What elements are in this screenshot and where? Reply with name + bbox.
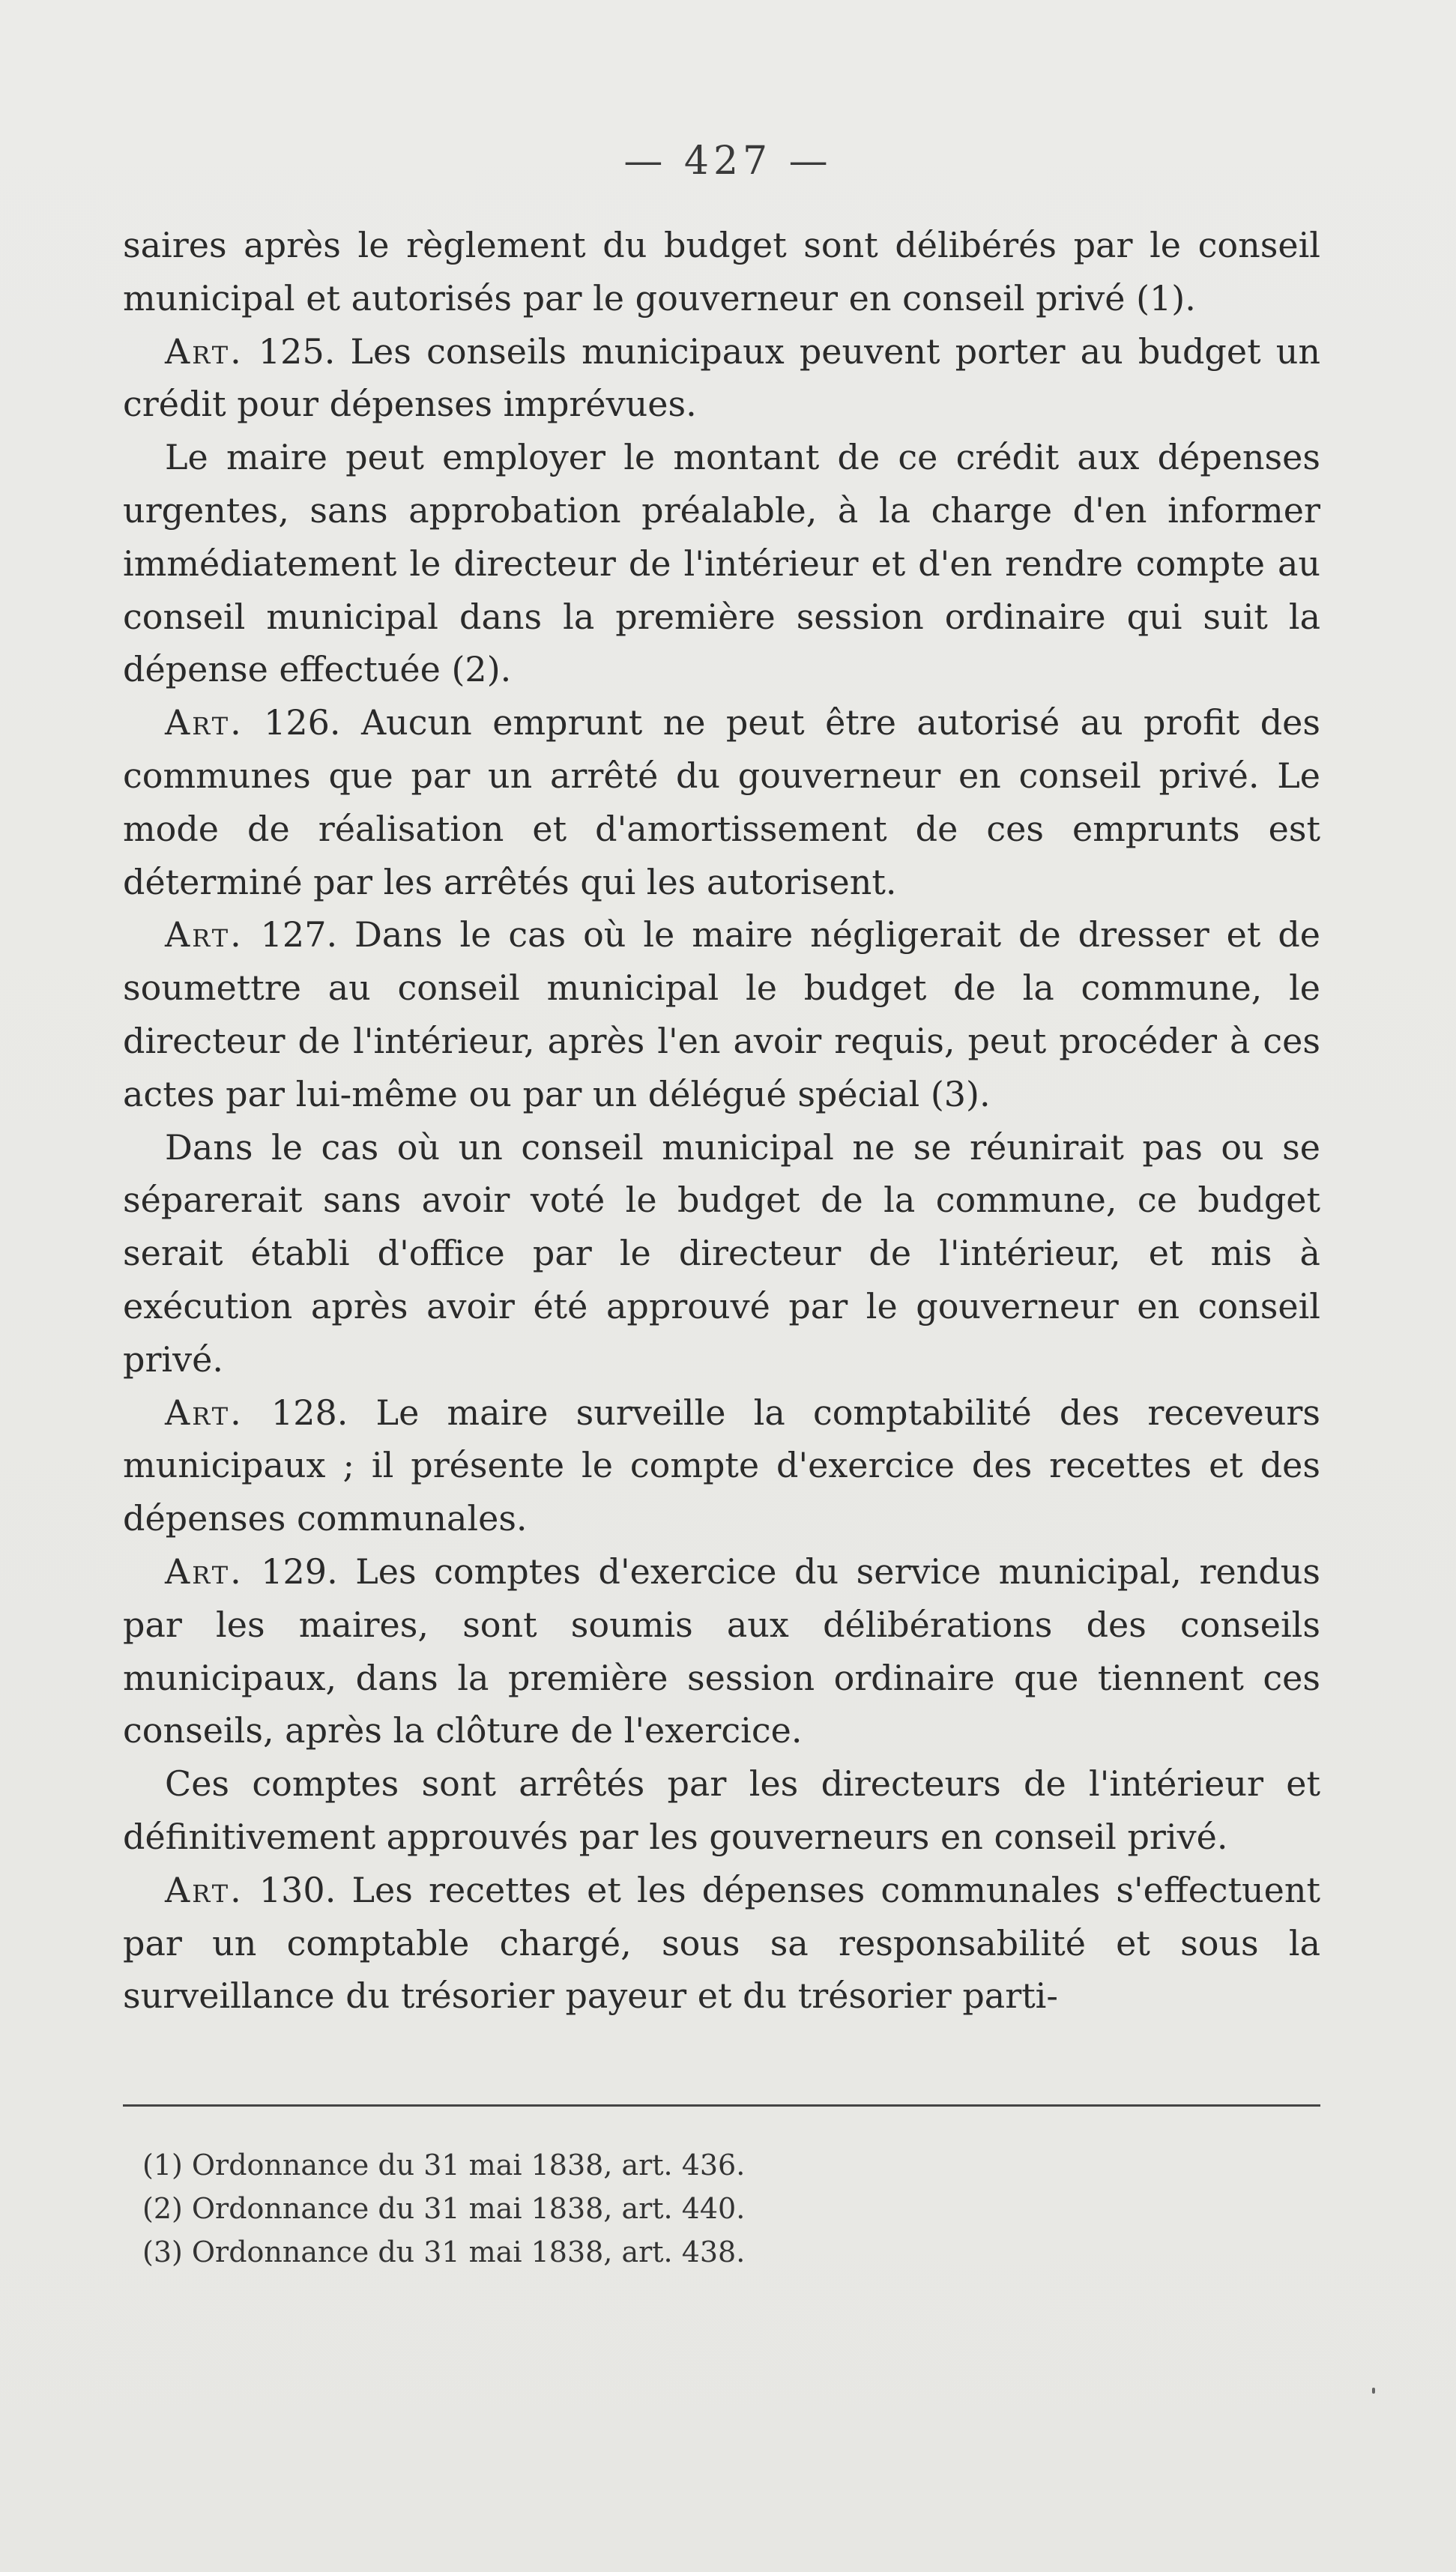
paragraph-text: 127. Dans le cas où le maire négligerait de dresser et de soumettre au conseil municipal le budget de la commune, le directeur de l'intérieur, après l'en avoir requis, peut procéder à ces actes par lui-même ou par un délégué spécial (3). [123,914,1320,1114]
article-126 [123,696,1320,908]
page-number: — 427 — [623,139,833,184]
article-125 [123,325,1320,432]
article-label: Art. [165,330,244,372]
body-text [123,219,1320,2023]
paragraph-text: 125. Les conseils municipaux peuvent porter au budget un crédit pour dépenses imprévues. [123,330,1320,425]
paragraph [123,431,1320,696]
paragraph-text: 130. Les recettes et les dépenses communales s'effectuent par un comptable chargé, sous sa responsabilité et sous la surveillance du trésorier payeur et du trésorier parti- [123,1869,1321,2017]
article-129 [123,1545,1320,1757]
paragraph-text: 126. Aucun emprunt ne peut être autorisé au profit des communes que par un arrêté du gouverneur en conseil privé. Le mode de réalisation et d'amortissement de ces emprunts est déterminé par les arrêtés qui les autorisent. [123,702,1320,902]
paragraph [123,1757,1320,1864]
paragraph [123,1121,1320,1386]
footnote-divider [123,2104,1320,2107]
paragraph-continuation [123,219,1320,325]
footnote-3: (3) Ordonnance du 31 mai 1838, art. 438. [142,2236,746,2268]
paragraph-text: Le maire peut employer le montant de ce crédit aux dépenses urgentes, sans approbation préalable, à la charge d'en informer immédiatement le directeur de l'intérieur et d'en rendre compte au conseil municipal dans la première session ordinaire qui suit la dépense effectuée (2). [123,437,1320,690]
paragraph-text: Ces comptes sont arrêtés par les directeurs de l'intérieur et définitivement approuvés par les gouverneurs en conseil privé. [123,1763,1320,1857]
article-label: Art. [165,1551,244,1592]
paragraph-text: Dans le cas où un conseil municipal ne se réunirait pas ou se séparerait sans avoir voté le budget de la commune, ce budget serait établi d'office par le directeur de l'intérieur, et mis à exécution après avoir été approuvé par le gouverneur en conseil privé. [123,1126,1320,1380]
footnote-2: (2) Ordonnance du 31 mai 1838, art. 440. [142,2192,746,2225]
article-label: Art. [165,702,244,743]
footnotes [142,2143,1191,2274]
article-127 [123,908,1320,1120]
article-130 [123,1864,1320,2023]
article-label: Art. [165,1869,244,1910]
article-128 [123,1386,1320,1545]
footnote-1: (1) Ordonnance du 31 mai 1838, art. 436. [142,2149,746,2182]
paragraph-text: saires après le règlement du budget sont délibérés par le conseil municipal et autorisés par le gouverneur en conseil privé (1). [123,225,1320,319]
article-label: Art. [165,1392,244,1433]
paragraph-text: 129. Les comptes d'exercice du service municipal, rendus par les maires, sont soumis aux délibérations des conseils municipaux, dans la première session ordinaire que tiennent ces conseils, après la clôture de l'exercice. [123,1551,1320,1751]
paper-speck [1372,2388,1375,2394]
paragraph-text: 128. Le maire surveille la comptabilité des receveurs municipaux ; il présente le compte d'exercice des recettes et des dépenses communales. [123,1392,1320,1539]
article-label: Art. [165,914,244,956]
